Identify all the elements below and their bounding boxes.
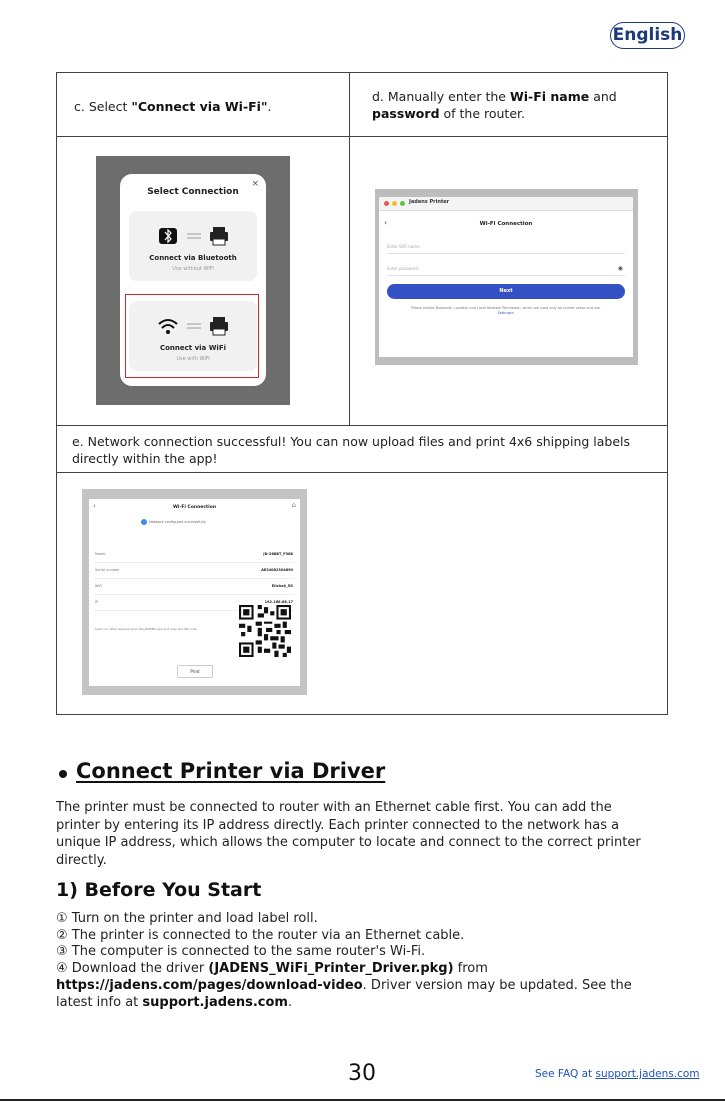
- back-icon[interactable]: ‹: [384, 218, 388, 227]
- step-e-text: e. Network connection successful! You can now upload files and print 4x6 shipping labels directly within the app!: [72, 434, 631, 466]
- bluetooth-option-sub: Use without WiFi: [172, 266, 214, 272]
- info-row: Serial number AE24082304890: [94, 563, 294, 579]
- bluetooth-option-label: Connect via Bluetooth: [149, 254, 237, 262]
- app-name: Jadens Printer: [409, 199, 450, 205]
- connection-success-window: [89, 499, 300, 686]
- table-divider: [57, 136, 667, 137]
- bullet-icon: [59, 770, 67, 778]
- qr-code-icon: [239, 605, 291, 657]
- table-divider: [57, 472, 667, 473]
- bluetooth-option[interactable]: [129, 211, 257, 281]
- eye-icon[interactable]: ◉: [617, 265, 623, 272]
- table-divider: [349, 73, 350, 425]
- faq-note: See FAQ at support.jadens.com: [535, 1068, 700, 1080]
- select-connection-screenshot: [96, 156, 290, 405]
- permission-notice: Please enable Bluetooth, Location and Local Network Permission, which are used only for printer setup and use. Settings>: [410, 306, 602, 315]
- close-dot-icon[interactable]: [384, 201, 389, 206]
- step-d-text: d. Manually enter the Wi-Fi name and password of the router.: [372, 89, 617, 121]
- wifi-password-field[interactable]: Enter password ◉: [387, 263, 625, 276]
- wifi-highlight-box: [125, 294, 259, 378]
- table-divider: [57, 425, 667, 426]
- step-item: ④ Download the driver (JADENS_WiFi_Printer_Driver.pkg) from https://jadens.com/pages/download-video. Driver version may be updated. See the latest info at support.jadens.com.: [56, 961, 632, 1010]
- close-icon[interactable]: ×: [251, 179, 259, 189]
- page-number: 30: [348, 1061, 376, 1086]
- wifi-connection-screenshot: [375, 189, 638, 365]
- driver-download-link[interactable]: https://jadens.com/pages/download-video: [56, 977, 363, 993]
- section-paragraph: The printer must be connected to router with an Ethernet cable first. You can add the printer by entering its IP address directly. Each printer connected to the network has a unique IP address, which allows the computer to locate and connect to the correct printer directly.: [56, 800, 641, 868]
- instruction-table: [56, 72, 668, 715]
- next-button[interactable]: Next: [387, 284, 625, 299]
- faq-link[interactable]: support.jadens.com: [595, 1068, 700, 1080]
- back-icon[interactable]: ‹: [93, 502, 96, 510]
- info-row: IP 192.168.68.17: [94, 595, 294, 611]
- wifi-connection-window: [379, 197, 633, 357]
- info-row: WiFi Elisha4_5G: [94, 579, 294, 595]
- wifi-name-field[interactable]: Enter WiFi name: [387, 241, 625, 254]
- settings-link[interactable]: Settings>: [497, 311, 515, 315]
- step-item: ① Turn on the printer and load label roll.: [56, 911, 318, 926]
- print-button[interactable]: Print: [177, 665, 213, 678]
- support-link[interactable]: support.jadens.com: [142, 994, 288, 1010]
- connection-success-screenshot: [82, 489, 307, 695]
- language-badge[interactable]: English: [610, 22, 685, 49]
- step-c-text: c. Select "Connect via Wi-Fi".: [74, 99, 272, 114]
- footer-divider: [0, 1099, 725, 1101]
- wifi-option-label: Connect via WiFi: [159, 344, 227, 352]
- success-status: Network configured successfully: [149, 520, 206, 524]
- subsection-title: 1) Before You Start: [56, 879, 262, 901]
- success-title: Wi-Fi Connection: [172, 505, 217, 510]
- minimize-dot-icon[interactable]: [392, 201, 397, 206]
- check-icon: [141, 519, 147, 525]
- wifi-connection-title: Wi-Fi Connection: [479, 221, 533, 227]
- section-title: Connect Printer via Driver: [76, 759, 386, 783]
- maximize-dot-icon[interactable]: [400, 201, 405, 206]
- modal-title: Select Connection: [147, 187, 239, 197]
- home-icon[interactable]: ⌂: [291, 501, 296, 509]
- wifi-option-sub: Use with WiFi: [176, 356, 210, 362]
- step-item: ② The printer is connected to the router via an Ethernet cable.: [56, 927, 465, 943]
- step-item: ③ The computer is connected to the same router's Wi-Fi.: [56, 944, 426, 960]
- window-titlebar: [379, 197, 633, 211]
- select-connection-modal: [120, 174, 266, 386]
- bluetooth-icon: [157, 225, 231, 247]
- info-row: Model JD-268BT_P388: [94, 547, 294, 563]
- steps-list: [56, 911, 666, 1011]
- learn-text: Learn on other devices open the JADENS App and scan the QR code: [95, 627, 197, 631]
